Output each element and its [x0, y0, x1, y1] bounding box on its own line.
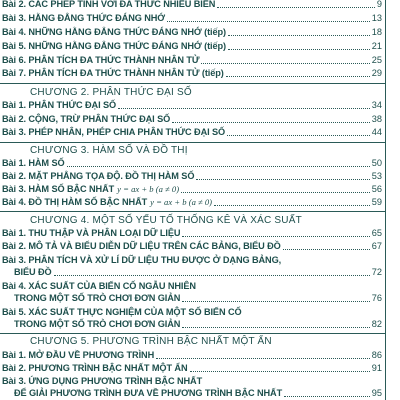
leader-dots	[228, 34, 370, 36]
leader-dots	[182, 326, 369, 328]
page-number: 29	[371, 68, 382, 78]
lesson-title: Bài 4. ĐỒ THỊ HÀM SỐ BẬC NHẤT	[2, 197, 148, 207]
chapter-title[interactable]: CHƯƠNG 3. HÀM SỐ VÀ ĐỒ THỊ	[30, 145, 188, 156]
lesson-title: Bài 3. PHÉP NHÂN, PHÉP CHIA PHÂN THỨC ĐẠI SỐ	[2, 127, 226, 137]
page-number: 53	[371, 171, 382, 181]
leader-dots	[172, 121, 370, 123]
page-number: 65	[371, 228, 382, 238]
page-number: 9	[376, 0, 382, 9]
section-rule	[385, 211, 386, 334]
page-number: 67	[371, 241, 382, 251]
lesson-title: Bài 3. PHÂN TÍCH VÀ XỬ LÍ DỮ LIỆU THU ĐƯỢC Ở DẠNG BẢNG,	[2, 255, 282, 265]
lesson-title: Bài 5. XÁC SUẤT THỰC NGHIỆM CỦA MỘT SỐ BIẾN CỐ	[2, 307, 242, 317]
toc-entry[interactable]	[2, 114, 382, 125]
lesson-title: Bài 2. MẶT PHẲNG TỌA ĐỘ. ĐỒ THỊ HÀM SỐ	[2, 171, 195, 181]
toc-entry[interactable]	[2, 127, 382, 138]
lesson-title: Bài 6. PHÂN TÍCH ĐA THỨC THÀNH NHÂN TỬ	[2, 55, 200, 65]
page-number: 44	[371, 127, 382, 137]
section-rule	[385, 333, 386, 400]
page-number: 25	[371, 55, 382, 65]
page-number: 59	[371, 197, 382, 207]
page-number: 50	[371, 158, 382, 168]
page-number: 56	[371, 184, 382, 194]
page-number: 18	[371, 27, 382, 37]
page-number: 82	[371, 319, 382, 329]
lesson-title: Bài 3. HẰNG ĐẲNG THỨC ĐÁNG NHỚ	[2, 13, 166, 23]
lesson-title: Bài 2. CÁC PHÉP TÍNH VỚI ĐA THỨC NHIỀU BIẾN	[2, 0, 216, 9]
leader-dots	[214, 204, 370, 206]
page-number: 38	[371, 114, 382, 124]
page-number: 34	[371, 100, 382, 110]
chapter-title[interactable]: CHƯƠNG 2. PHÂN THỨC ĐẠI SỐ	[30, 87, 192, 98]
toc-entry[interactable]	[2, 55, 382, 66]
leader-dots	[283, 248, 370, 250]
toc-entry[interactable]	[2, 158, 382, 169]
lesson-title: Bài 2. MÔ TẢ VÀ BIỂU DIỄN DỮ LIỆU TRÊN CÁC BẢNG, BIỂU ĐỒ	[2, 241, 281, 251]
section-rule	[0, 142, 386, 143]
lesson-title: Bài 1. PHÂN THỨC ĐẠI SỐ	[2, 100, 117, 110]
toc-entry[interactable]	[2, 350, 382, 361]
toc-entry[interactable]	[2, 13, 382, 24]
lesson-title-continued: BIỂU ĐỒ	[14, 267, 52, 277]
lesson-title-continued: TRONG MỘT SỐ TRÒ CHƠI ĐƠN GIẢN	[14, 293, 181, 303]
page-number: 86	[371, 350, 382, 360]
leader-dots	[167, 20, 370, 22]
page-number: 13	[371, 13, 382, 23]
lesson-title: Bài 3. ỨNG DỤNG PHƯƠNG TRÌNH BẬC NHẤT	[2, 376, 203, 386]
section-rule	[0, 333, 386, 334]
toc-entry[interactable]	[2, 255, 382, 266]
leader-dots	[228, 48, 370, 50]
toc-entry-continuation[interactable]	[14, 388, 382, 399]
leader-dots	[182, 235, 369, 237]
section-rule	[385, 142, 386, 212]
lesson-title: Bài 7. PHÂN TÍCH ĐA THỨC THÀNH NHÂN TỬ (tiếp)	[2, 68, 224, 78]
page-number: 72	[371, 267, 382, 277]
toc-entry-continuation[interactable]	[14, 293, 382, 304]
leader-dots	[226, 75, 370, 77]
toc-entry[interactable]	[2, 27, 382, 38]
section-rule	[0, 83, 386, 84]
toc-entry[interactable]	[2, 100, 382, 111]
lesson-title: Bài 2. PHƯƠNG TRÌNH BẬC NHẤT MỘT ẨN	[2, 363, 188, 373]
lesson-title: Bài 1. HÀM SỐ	[2, 158, 65, 168]
toc-entry[interactable]	[2, 363, 382, 374]
leader-dots	[227, 134, 370, 136]
chapter-title[interactable]: CHƯƠNG 5. PHƯƠNG TRÌNH BẬC NHẤT MỘT ẨN	[30, 336, 272, 347]
toc-entry[interactable]	[2, 197, 382, 208]
lesson-title: Bài 1. MỞ ĐẦU VỀ PHƯƠNG TRÌNH	[2, 350, 155, 360]
formula: y = ax + b (a ≠ 0)	[117, 184, 180, 194]
leader-dots	[196, 178, 369, 180]
toc-entry[interactable]	[2, 281, 382, 292]
section-rule	[385, 83, 386, 143]
leader-dots	[181, 191, 370, 193]
toc-entry-continuation[interactable]	[14, 319, 382, 330]
formula: y = ax + b (a ≠ 0)	[150, 197, 213, 207]
toc-entry[interactable]	[2, 184, 382, 195]
leader-dots	[156, 357, 370, 359]
leader-dots	[67, 165, 370, 167]
leader-dots	[284, 395, 370, 397]
page-number: 76	[371, 293, 382, 303]
section-rule	[0, 211, 386, 212]
toc-entry[interactable]	[2, 228, 382, 239]
lesson-title-continued: TRONG MỘT SỐ TRÒ CHƠI ĐƠN GIẢN	[14, 319, 181, 329]
page-number: 21	[371, 41, 382, 51]
leader-dots	[118, 107, 370, 109]
toc-entry[interactable]	[2, 171, 382, 182]
lesson-title: Bài 3. HÀM SỐ BẬC NHẤT	[2, 184, 115, 194]
lesson-title: Bài 4. NHỮNG HẰNG ĐẲNG THỨC ĐÁNG NHỚ (tiếp)	[2, 27, 226, 37]
lesson-title: Bài 4. XÁC SUẤT CỦA BIẾN CỐ NGẪU NHIÊN	[2, 281, 196, 291]
leader-dots	[54, 274, 370, 276]
leader-dots	[182, 300, 369, 302]
lesson-title: Bài 5. NHỮNG HẰNG ĐẲNG THỨC ĐÁNG NHỚ (tiếp)	[2, 41, 226, 51]
section-rule	[385, 0, 386, 84]
toc-entry[interactable]	[2, 0, 382, 10]
chapter-title[interactable]: CHƯƠNG 4. MỘT SỐ YẾU TỐ THỐNG KÊ VÀ XÁC SUẤT	[30, 215, 302, 226]
lesson-title: Bài 2. CỘNG, TRỪ PHÂN THỨC ĐẠI SỐ	[2, 114, 171, 124]
toc-entry[interactable]	[2, 68, 382, 79]
toc-entry[interactable]	[2, 307, 382, 318]
leader-dots	[217, 6, 375, 8]
lesson-title: Bài 1. THU THẬP VÀ PHÂN LOẠI DỮ LIỆU	[2, 228, 181, 238]
lesson-title-continued: ĐỂ GIẢI PHƯƠNG TRÌNH ĐƯA VỀ PHƯƠNG TRÌNH BẬC NHẤT	[14, 388, 283, 398]
toc-entry[interactable]	[2, 41, 382, 52]
toc-entry-continuation[interactable]	[14, 267, 382, 278]
leader-dots	[201, 62, 369, 64]
leader-dots	[190, 370, 370, 372]
toc-entry[interactable]	[2, 241, 382, 252]
toc-entry[interactable]	[2, 376, 382, 387]
page-number: 91	[371, 363, 382, 373]
page-number: 95	[371, 388, 382, 398]
